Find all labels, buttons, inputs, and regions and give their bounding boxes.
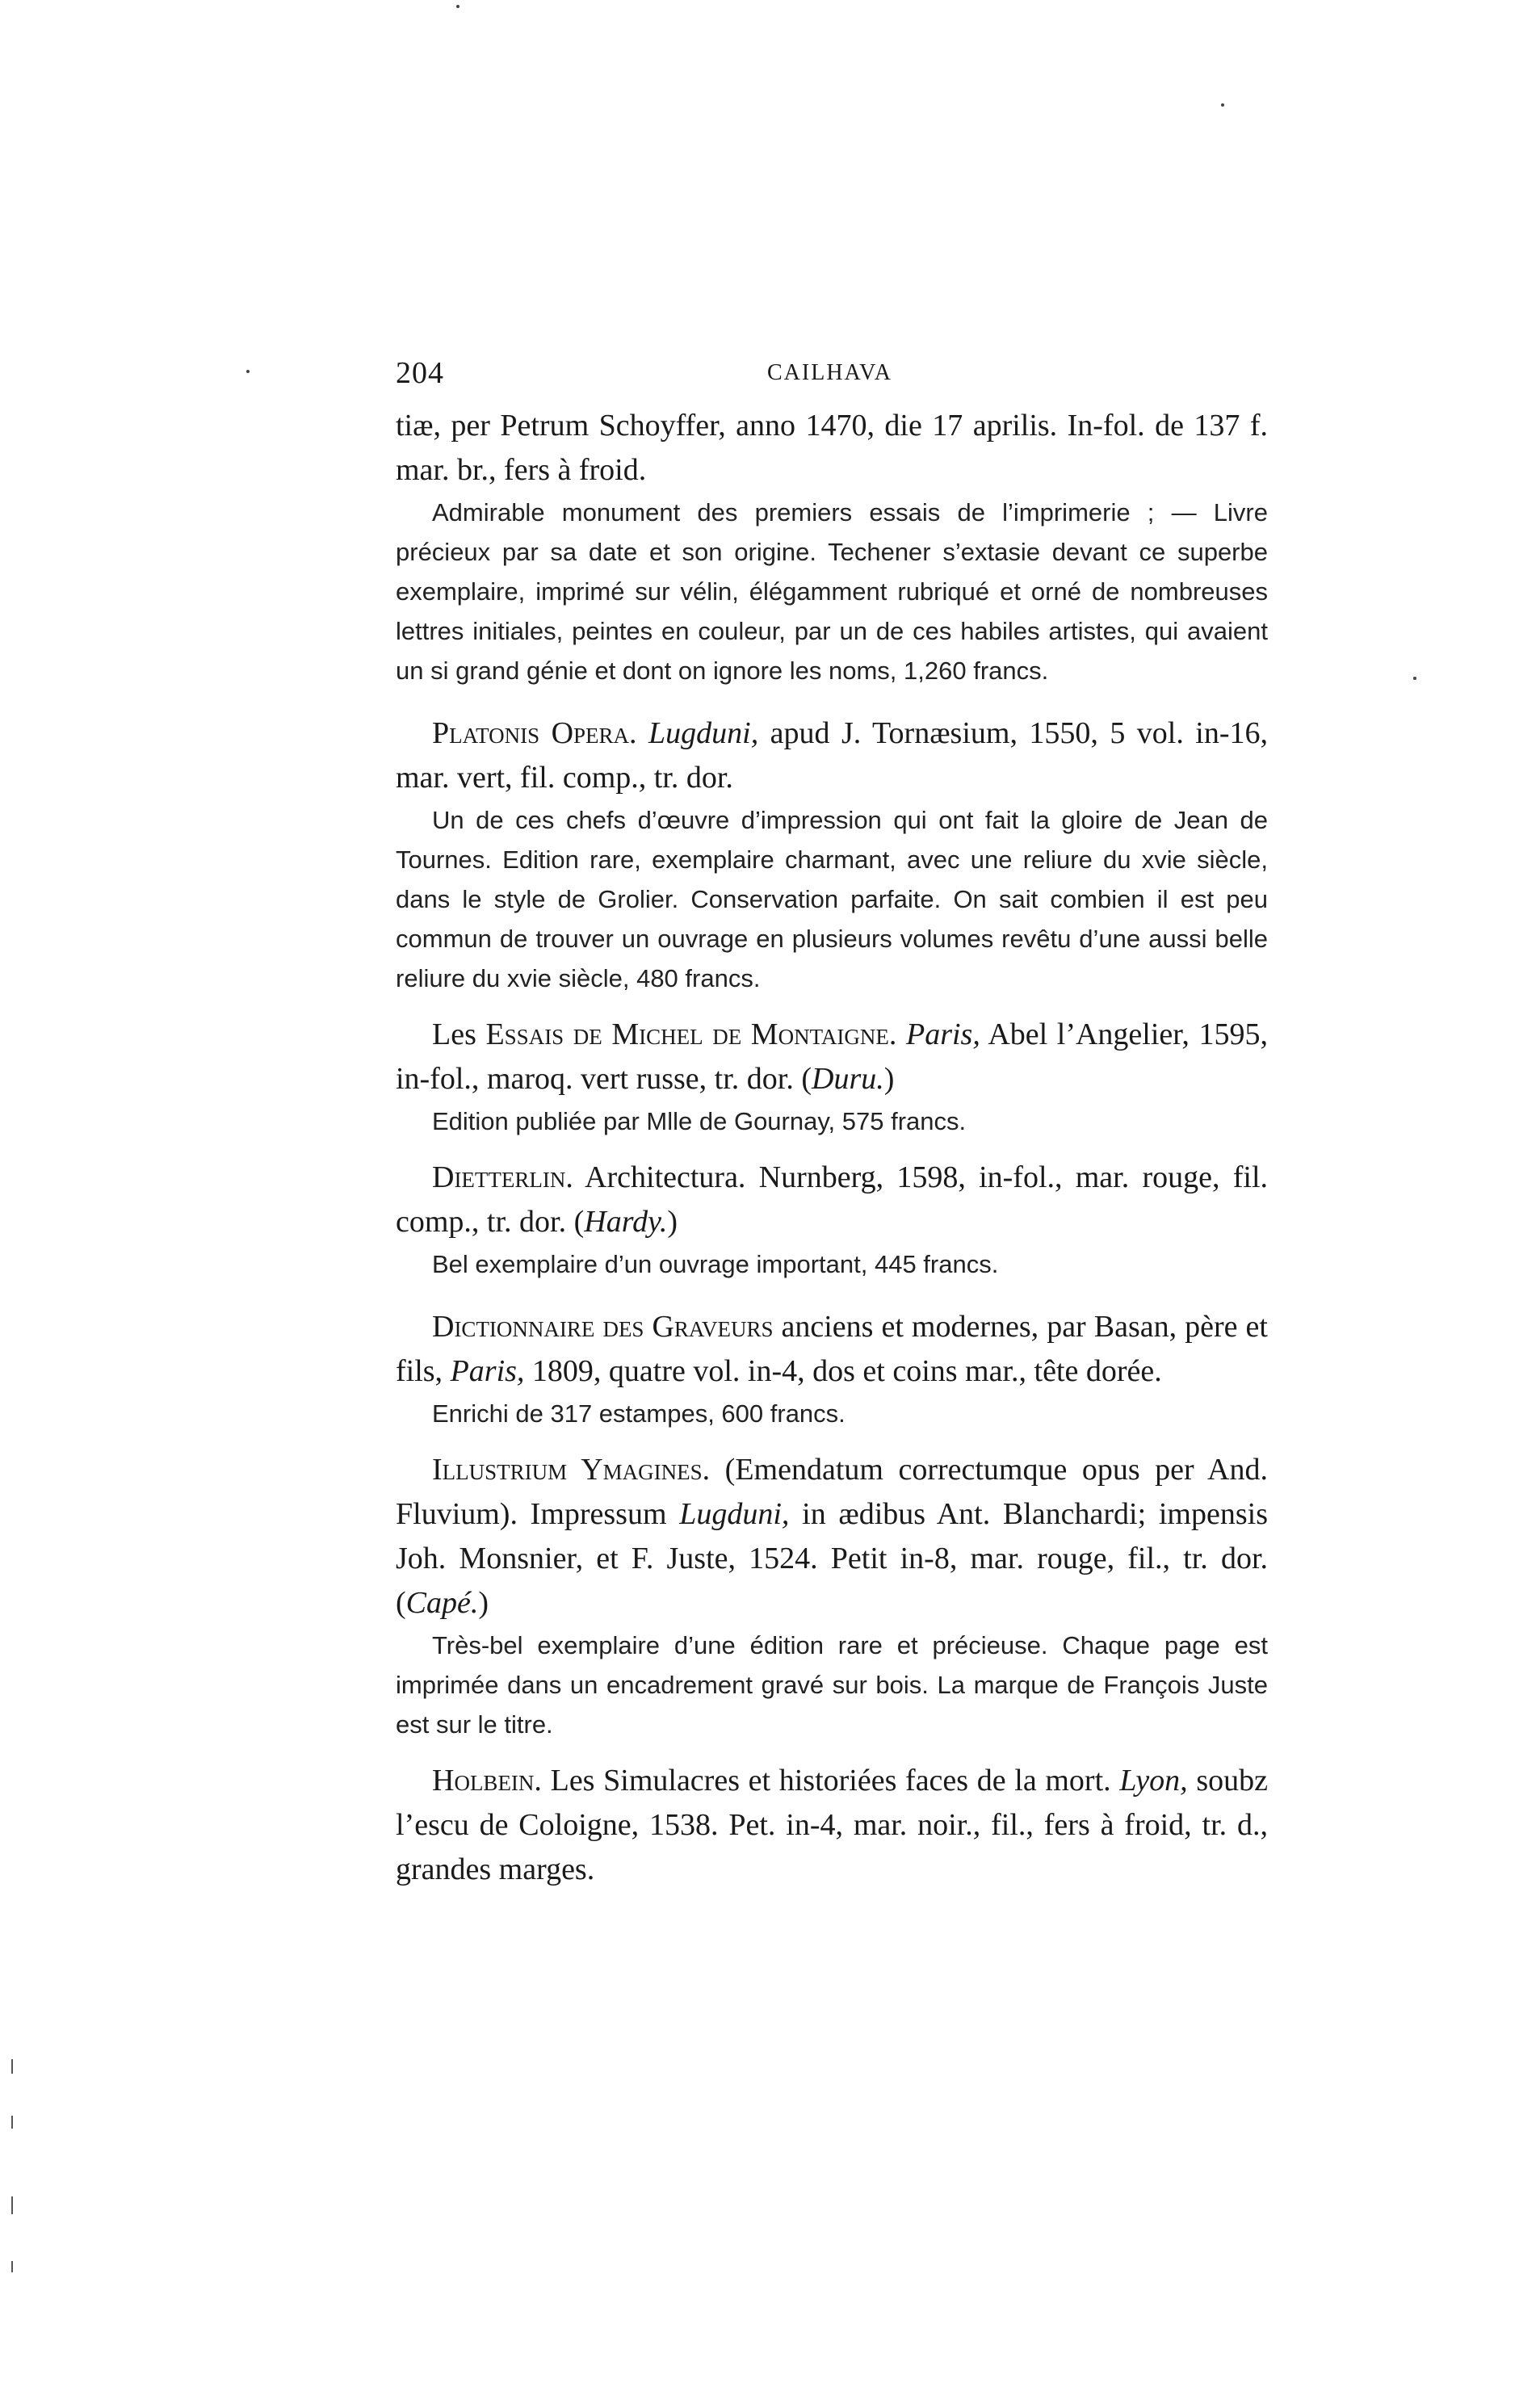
entry-note: Admirable monument des premiers essais de l’imprimerie ; — Livre précieux par sa date et son origine. Techener s’extasie devant ce superbe exemplaire, imprimé sur vélin, élégamment rubriqué et orné de nombreuses lettres initiales, peintes en couleur, par un de ces habiles artistes, qui avaient un si grand génie et dont on ignore les noms, 1,260 francs. — [396, 498, 1268, 685]
entry-heading: Holbein. — [432, 1764, 542, 1798]
entry-note: Bel exemplaire d’un ouvrage important, 445 francs. — [432, 1250, 999, 1278]
entry-place: Paris, — [450, 1354, 525, 1388]
entry-close-paren: ) — [883, 1062, 895, 1096]
entry-heading: Dietterlin. — [432, 1160, 573, 1194]
entry-binder: Hardy. — [584, 1205, 668, 1239]
entry-description: (Emendatum correctumque opus per And. Fluvium). Impressum — [396, 1453, 1268, 1531]
entry-title — [396, 1759, 1268, 1892]
entry-title — [396, 1156, 1268, 1244]
entry-note: Un de ces chefs d’œuvre d’impression qui ont fait la gloire de Jean de Tournes. Edition rare, exemplaire charmant, avec une reliure du xvie siècle, dans le style de Grolier. Conservation parfaite. On sait combien il est peu commun de trouver un ouvrage en plusieurs volumes revêtu d’une aussi belle reliure du xvie siècle, 480 francs. — [396, 806, 1268, 992]
catalog-entry — [396, 711, 1268, 998]
entry-place: Lugduni, — [679, 1497, 790, 1531]
entry-note: Très-bel exemplaire d’une édition rare et précieuse. Chaque page est imprimée dans un encadrement gravé sur bois. La marque de François Juste est sur le titre. — [396, 1631, 1268, 1739]
scan-mark — [11, 2196, 13, 2214]
page-body — [396, 404, 1268, 1892]
entry-binder: Duru. — [812, 1062, 884, 1096]
entry-description-cont: in ædibus Ant. Blanchardi; impensis Joh. Monsnier, et F. Juste, 1524. Petit in-8, mar. rouge, fil., tr. dor. ( — [396, 1497, 1268, 1620]
catalog-entry — [396, 1759, 1268, 1892]
catalog-entry — [396, 1013, 1268, 1141]
entry-heading-article: Les — [432, 1017, 486, 1051]
entry-place: Lugduni, — [648, 716, 759, 750]
entry-heading: Platonis Opera. — [432, 716, 637, 750]
scan-speck — [456, 5, 459, 8]
entry-place: Lyon, — [1119, 1764, 1188, 1798]
page-number: 204 — [396, 356, 444, 390]
scan-mark — [11, 2116, 13, 2129]
entry-description-cont: 1809, quatre vol. in-4, dos et coins mar., tête dorée. — [524, 1354, 1162, 1388]
entry-note: Edition publiée par Mlle de Gournay, 575 francs. — [432, 1107, 967, 1135]
entry-title: tiæ, per Petrum Schoyffer, anno 1470, die 17 aprilis. In-fol. de 137 f. mar. br., fers à froid. — [396, 409, 1268, 487]
entry-heading: Dictionnaire des Graveurs — [432, 1310, 774, 1344]
catalog-entry — [396, 404, 1268, 690]
entry-place: Paris, — [905, 1017, 980, 1051]
entry-close-paren: ) — [478, 1586, 489, 1620]
entry-description: apud J. Tornæsium, 1550, 5 vol. in-16, mar. vert, fil. comp., tr. dor. — [396, 716, 1269, 795]
entry-title — [396, 711, 1268, 800]
entry-title — [396, 1448, 1268, 1626]
scan-speck — [246, 370, 250, 373]
entry-binder: Capé. — [405, 1586, 479, 1620]
catalog-entry — [396, 1305, 1268, 1433]
running-title: CAILHAVA — [767, 360, 892, 385]
scan-speck — [1413, 677, 1416, 680]
entry-title — [396, 1305, 1268, 1394]
entry-note: Enrichi de 317 estampes, 600 francs. — [432, 1399, 846, 1428]
scan-mark — [11, 2261, 13, 2272]
page-header — [396, 355, 1268, 396]
entry-title — [396, 1013, 1268, 1101]
entry-close-paren: ) — [667, 1205, 678, 1239]
entry-description: Les Simulacres et historiées faces de la mort. — [541, 1764, 1120, 1798]
entry-description: Abel l’Angelier, 1595, in-fol., maroq. vert russe, tr. dor. ( — [396, 1017, 1268, 1096]
catalog-entry — [396, 1156, 1268, 1284]
entry-heading: Essais de Michel de Montaigne. — [485, 1017, 897, 1051]
scan-mark — [11, 2059, 13, 2074]
entry-description: Architectura. Nurnberg, 1598, in-fol., mar. rouge, fil. comp., tr. dor. ( — [396, 1160, 1268, 1239]
entry-heading: Illustrium Ymagines. — [432, 1453, 711, 1487]
scan-speck — [1221, 103, 1224, 107]
entry-description: anciens et modernes, par Basan, père et fils, — [396, 1310, 1268, 1388]
entry-description-cont: soubz l’escu de Coloigne, 1538. Pet. in-4, mar. noir., fil., fers à froid, tr. d., grandes marges. — [396, 1764, 1269, 1886]
catalog-entry — [396, 1448, 1268, 1744]
